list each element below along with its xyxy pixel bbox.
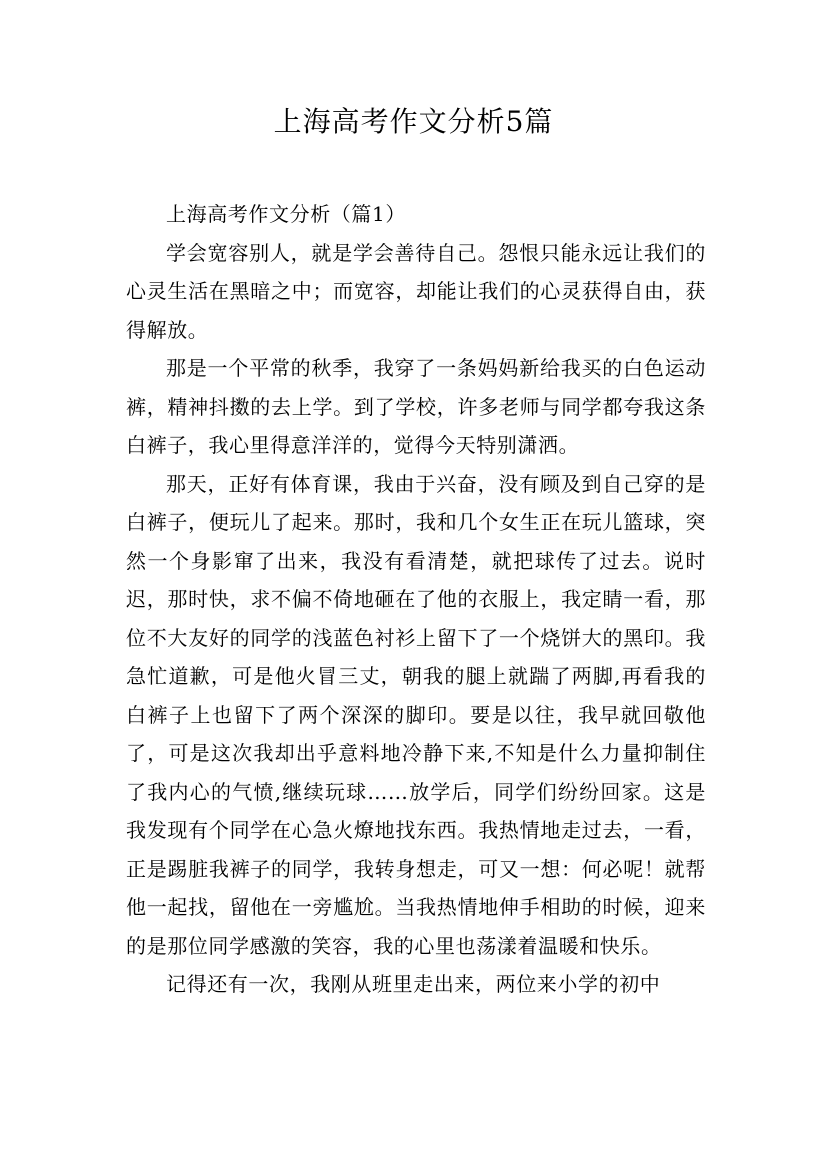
paragraph: 那是一个平常的秋季，我穿了一条妈妈新给我买的白色运动裤，精神抖擞的去上学。到了学校，许多老师与同学都夸我这条白裤子，我心里得意洋洋的，觉得今天特别潇洒。 — [126, 356, 706, 457]
paragraph: 记得还有一次，我刚从班里走出来，两位来小学的初中 — [166, 972, 661, 996]
section-heading: 上海高考作文分析（篇1） — [166, 202, 406, 226]
paragraph: 学会宽容别人，就是学会善待自己。怨恨只能永远让我们的心灵生活在黑暗之中；而宽容，却能让我们的心灵获得自由，获得解放。 — [126, 240, 706, 342]
paragraph: 那天，正好有体育课，我由于兴奋，没有顾及到自己穿的是白裤子，便玩儿了起来。那时，我和几个女生正在玩儿篮球，突然一个身影窜了出来，我没有看清楚，就把球传了过去。说时迟，那时快，求不偏不倚地砸在了他的衣服上，我定睛一看，那位不大友好的同学的浅蓝色衬衫上留下了一个烧饼大的黑印。我急忙道歉，可是他火冒三丈，朝我的腿上就踹了两脚,再看我的白裤子上也留下了两个深深的脚印。要是以往，我早就回敬他了，可是这次我却出乎意料地冷静下来,不知是什么力量抑制住了我内心的气愤,继续玩球……放学后，同学们纷纷回家。这是我发现有个同学在心急火燎地找东西。我热情地走过去，一看，正是踢脏我裤子的同学，我转身想走，可又一想：何必呢！就帮他一起找，留他在一旁尴尬。当我热情地伸手相助的时候，迎来的是那位同学感激的笑容，我的心里也荡漾着温暖和快乐。 — [126, 471, 706, 958]
document-title: 上海高考作文分析5篇 — [273, 105, 554, 138]
document-body — [126, 195, 706, 1004]
